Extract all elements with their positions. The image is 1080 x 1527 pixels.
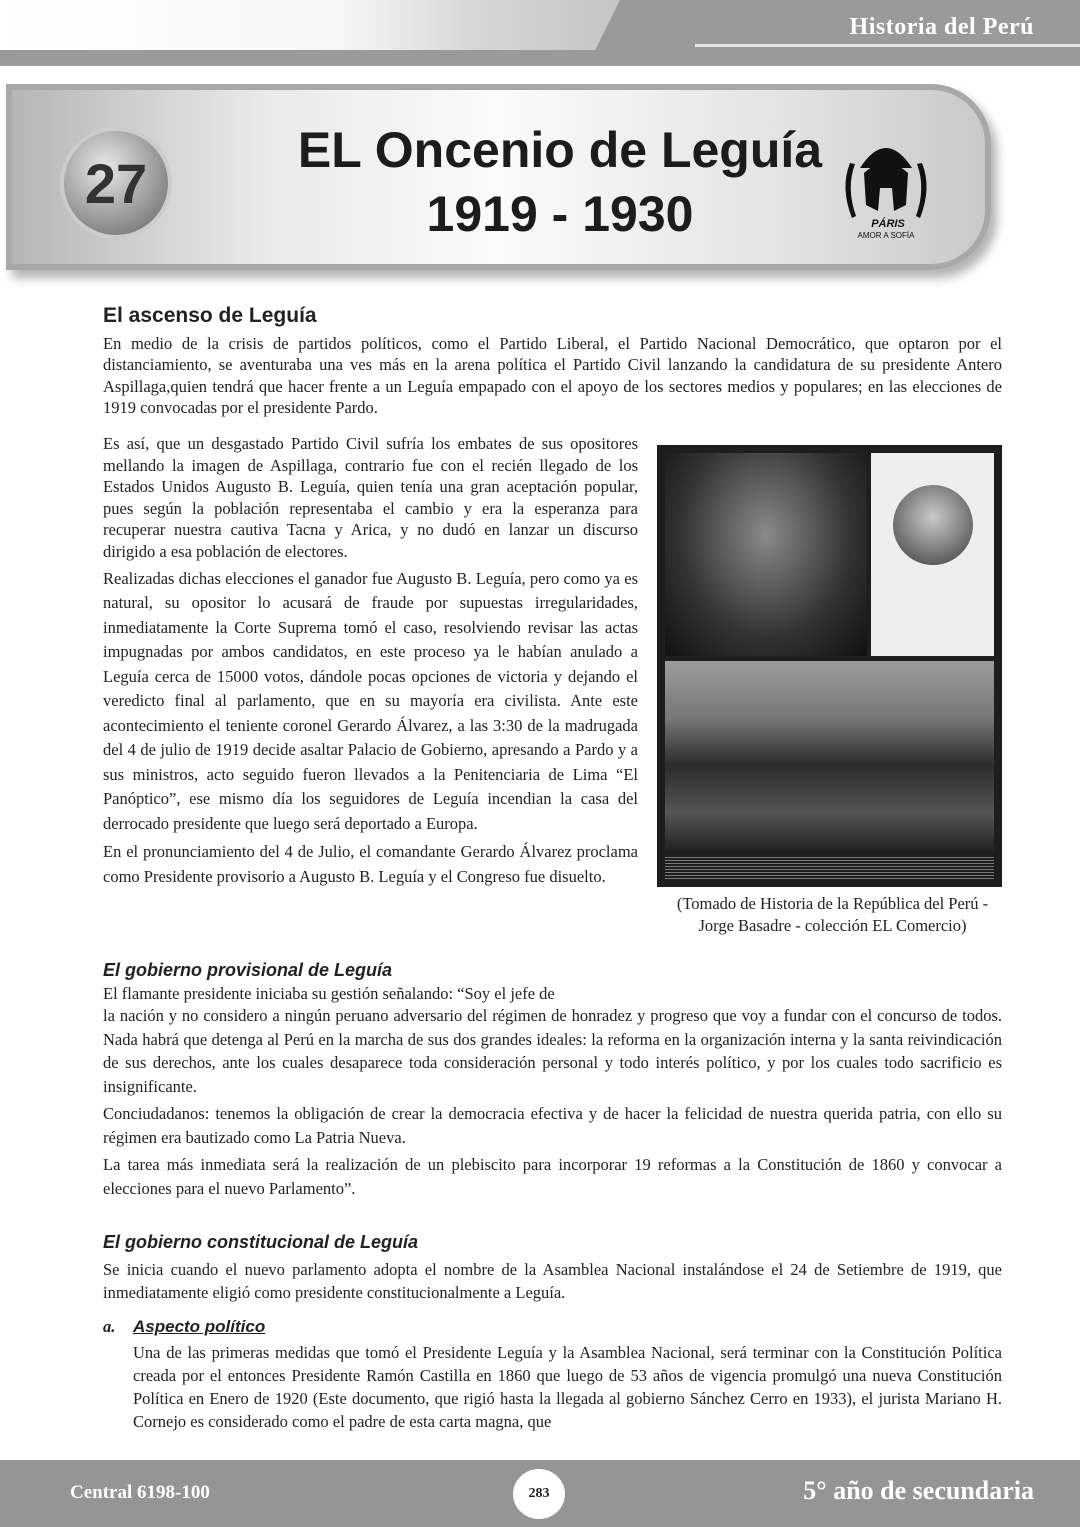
chapter-title (290, 118, 830, 246)
svg-text:PÁRIS: PÁRIS (871, 218, 905, 230)
paragraph: En medio de la crisis de partidos políticos, como el Partido Liberal, el Partido Nacional Democrático, que optaron por el distanciamiento, se aventuraba una ves más en la arena política el Partido Civil lanzando la candidatura de su presidente Antero Aspillaga,quien tendrá que hacer frente a un Leguía empapado con el apoyo de los sectores medios y populares; en las elecciones de 1919 convocadas por el presidente Pardo. (103, 333, 1002, 418)
paragraph: Se inicia cuando el nuevo parlamento adopta el nombre de la Asamblea Nacional instalándose el 24 de Setiembre de 1919, que inmediatamente eligió como presidente constitucionalmente a Leguía. (103, 1259, 1002, 1302)
section-heading: El ascenso de Leguía (103, 304, 317, 327)
image-caption: (Tomado de Historia de la República del Perú - Jorge Basadre - colección EL Comercio) (676, 894, 989, 935)
paragraph-start: El flamante presidente iniciaba su gestión señalando: “Soy el jefe de (103, 983, 555, 1003)
list-item-aspecto-politico (103, 1316, 1002, 1338)
section-ascenso (103, 305, 1002, 423)
page-footer (0, 1460, 1080, 1527)
item-title: Aspecto político (133, 1316, 266, 1336)
portrait-face (893, 485, 973, 565)
title-line-2: 1919 - 1930 (426, 186, 694, 242)
page-number: 283 (513, 1469, 565, 1519)
left-column (103, 433, 638, 893)
title-line-1: EL Oncenio de Leguía (297, 122, 823, 178)
section-gobierno-provisional (103, 960, 1002, 1204)
paragraph (103, 983, 1002, 1005)
section-heading: El gobierno constitucional de Leguía (103, 1232, 419, 1252)
top-header-band (0, 0, 1080, 66)
photo-inner-caption (665, 855, 994, 879)
paragraph: Una de las primeras medidas que tomó el Presidente Leguía y la Asamblea Nacional, será terminar con la Constitución Política creada por el entonces Presidente Ramón Castilla en 1860 que luego de 53 años de vigencia promulgó una nueva Constitución Política en Enero de 1920 (Este documento, que rigió hasta la llegada al gobierno Sánchez Cerro en 1933), el jurista Mariano H. Cornejo es considerado como el padre de esta carta magna, que (133, 1343, 1002, 1432)
footer-grade: 5° año de secundaria (803, 1476, 1034, 1505)
footer-phone: Central 6198-100 (70, 1482, 210, 1503)
header-decoration (0, 0, 620, 50)
item-label: a. (103, 1316, 116, 1336)
paragraph: En el pronunciamiento del 4 de Julio, el comandante Gerardo Álvarez proclama como Presidente provisorio a Augusto B. Leguía y el Congreso fue disuelto. (103, 842, 638, 886)
header-divider (695, 44, 1080, 47)
section-heading: El gobierno provisional de Leguía (103, 960, 393, 980)
paragraph: Realizadas dichas elecciones el ganador fue Augusto B. Leguía, pero como ya es natural, su opositor lo acusará de fraude por supuestas irregularidades, inmediatamente la Corte Suprema tomó el caso, resolviendo revisar las actas impugnadas por ambos candidatos, en este proceso ya le habían anulado a Leguía cerca de 15000 votos, dándole pocas opciones de victoria y dejando el veredicto final al parlamento, que en su mayoría era civilista. Ante este acontecimiento el teniente coronel Gerardo Álvarez, a las 3:30 de la madrugada del 4 de julio de 1919 decide asaltar Palacio de Gobierno, apresando a Pardo y a sus ministros, acto seguido fueron llevados a la Penitenciaria de Lima “El Panóptico”, ese mismo día los seguidores de Leguía incendian la casa del derrocado presidente que luego será deportado a Europa. (103, 568, 638, 833)
paragraph: Es así, que un desgastado Partido Civil sufría los embates de sus opositores mellando la imagen de Aspillaga, contrario fue con el recién llegado de los Estados Unidos Augusto B. Leguía, quien tenía una gran aceptación popular, pues según la población representaba el cambio y era la esperanza para recuperar nuestra cautiva Tacna y Arica, y no dudó en lanzar un discurso dirigido a esa población de electores. (103, 434, 638, 561)
historical-photo-collage (657, 445, 1002, 887)
svg-text:AMOR A SOFÍA: AMOR A SOFÍA (857, 231, 915, 240)
paragraph: Conciudadanos: tenemos la obligación de crear la democracia efectiva y de hacer la felicidad de nuestra querida patria, con ello su régimen era bautizado como La Patria Nueva. (103, 1104, 1002, 1147)
photo-leguia-portrait (871, 453, 994, 656)
photo-rally (665, 661, 994, 851)
spartan-helmet-logo (830, 133, 942, 243)
photo-campaign-crowd (665, 453, 867, 656)
subject-title: Historia del Perú (849, 14, 1034, 40)
chapter-number-badge: 27 (60, 127, 172, 239)
paragraph: la nación y no considero a ningún peruano adversario del régimen de honradez y progreso que voy a fundar con el concurso de todos. Nada habrá que detenga al Perú en la marcha de sus dos grandes ideales: la reforma en la organización interna y la santa reivindicación de sus derechos, ante los cuales desaparece toda consideración personal y todo interés político, y por los cuales todo sacrificio es insignificante. (103, 1006, 1002, 1096)
paragraph: La tarea más inmediata será la realización de un plebiscito para incorporar 19 reformas a la Constitución de 1860 y convocar a elecciones para el nuevo Parlamento”. (103, 1155, 1002, 1198)
section-gobierno-constitucional (103, 1232, 1002, 1437)
